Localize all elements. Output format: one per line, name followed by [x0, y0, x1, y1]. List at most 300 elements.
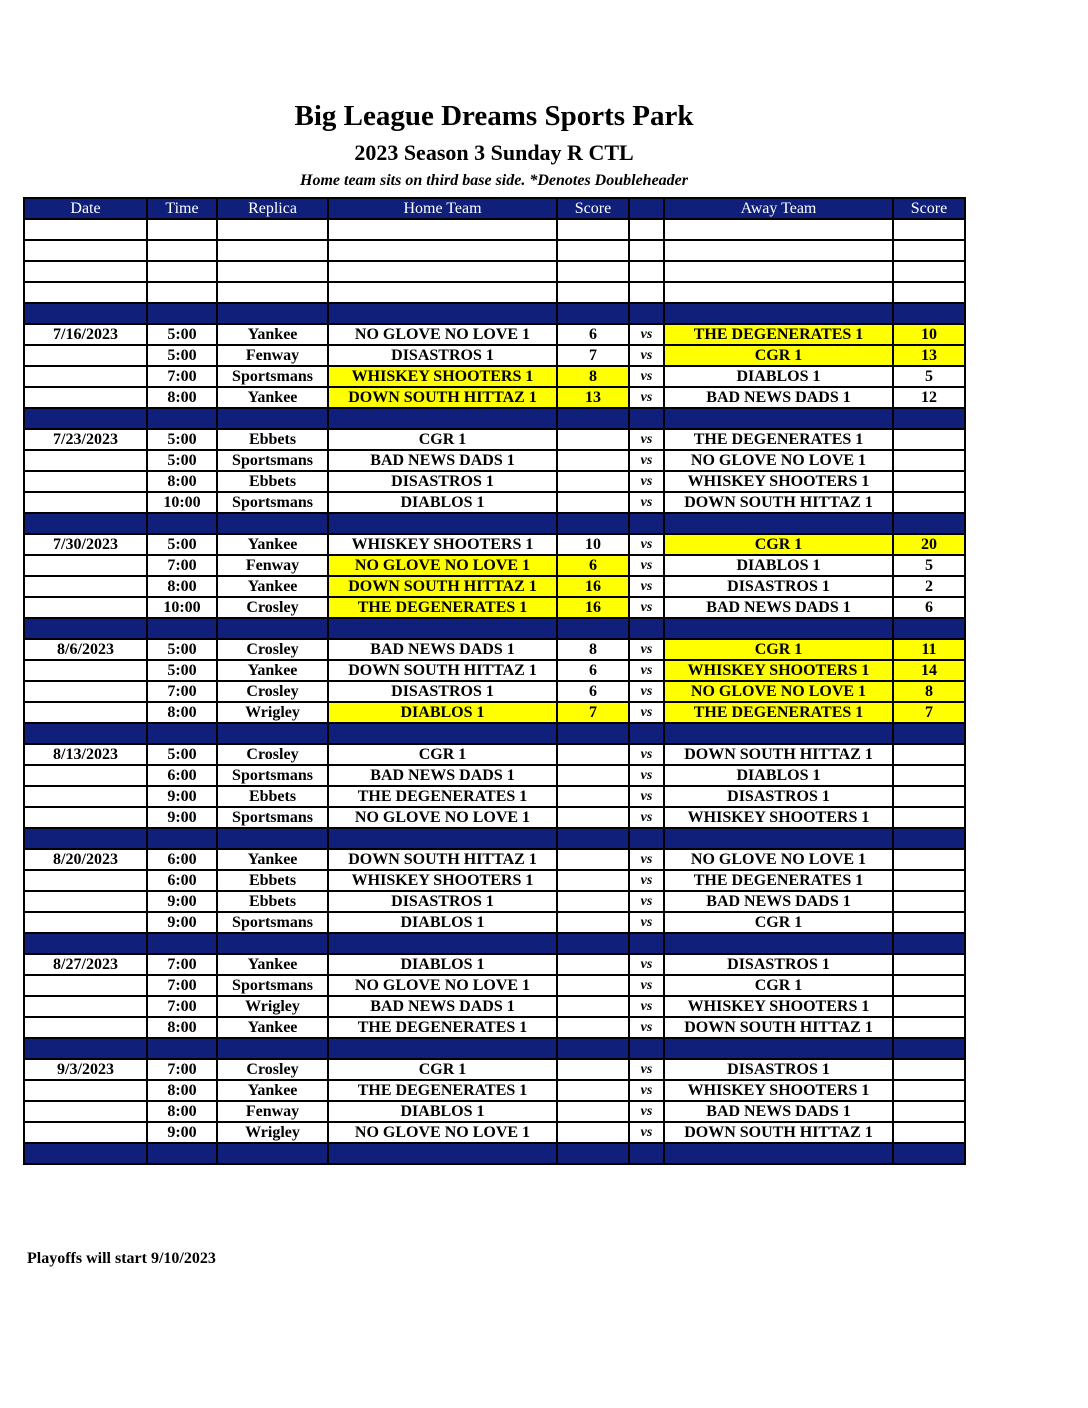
game-row — [24, 1059, 965, 1080]
separator-cell — [664, 618, 893, 639]
game-row — [24, 954, 965, 975]
game-time: 7:00 — [147, 555, 217, 576]
game-date: 8/13/2023 — [24, 744, 147, 765]
game-field: Crosley — [217, 1059, 328, 1080]
vs-label: vs — [629, 681, 664, 702]
game-field: Yankee — [217, 534, 328, 555]
away-team: BAD NEWS DADS 1 — [664, 387, 893, 408]
away-team: BAD NEWS DADS 1 — [664, 891, 893, 912]
separator-row — [24, 828, 965, 849]
separator-cell — [147, 1143, 217, 1164]
game-row — [24, 450, 965, 471]
home-score — [557, 1080, 629, 1101]
empty-cell — [629, 282, 664, 303]
separator-cell — [557, 1038, 629, 1059]
separator-cell — [328, 513, 557, 534]
away-score — [893, 1080, 965, 1101]
empty-cell — [893, 261, 965, 282]
empty-cell — [147, 240, 217, 261]
separator-cell — [328, 723, 557, 744]
separator-cell — [217, 1143, 328, 1164]
empty-cell — [24, 450, 147, 471]
separator-cell — [629, 828, 664, 849]
empty-cell — [24, 240, 147, 261]
away-team: DOWN SOUTH HITTAZ 1 — [664, 1122, 893, 1143]
game-field: Fenway — [217, 1101, 328, 1122]
home-team: DOWN SOUTH HITTAZ 1 — [328, 660, 557, 681]
game-row — [24, 576, 965, 597]
away-team: WHISKEY SHOOTERS 1 — [664, 660, 893, 681]
empty-cell — [328, 219, 557, 240]
empty-cell — [217, 240, 328, 261]
game-row — [24, 471, 965, 492]
away-score — [893, 765, 965, 786]
game-row — [24, 324, 965, 345]
separator-cell — [557, 933, 629, 954]
home-score: 7 — [557, 345, 629, 366]
empty-cell — [664, 261, 893, 282]
game-time: 9:00 — [147, 891, 217, 912]
empty-cell — [24, 492, 147, 513]
col-time: Time — [147, 198, 217, 219]
empty-cell — [629, 261, 664, 282]
vs-label: vs — [629, 765, 664, 786]
game-time: 10:00 — [147, 597, 217, 618]
separator-row — [24, 513, 965, 534]
away-score — [893, 870, 965, 891]
away-score — [893, 429, 965, 450]
separator-cell — [147, 828, 217, 849]
home-team: NO GLOVE NO LOVE 1 — [328, 975, 557, 996]
away-score: 13 — [893, 345, 965, 366]
away-score: 14 — [893, 660, 965, 681]
game-row — [24, 975, 965, 996]
game-time: 5:00 — [147, 639, 217, 660]
home-team: DISASTROS 1 — [328, 891, 557, 912]
home-score — [557, 912, 629, 933]
home-score — [557, 1059, 629, 1080]
away-team: WHISKEY SHOOTERS 1 — [664, 807, 893, 828]
empty-cell — [24, 912, 147, 933]
vs-label: vs — [629, 912, 664, 933]
game-time: 9:00 — [147, 786, 217, 807]
away-score — [893, 912, 965, 933]
home-team: WHISKEY SHOOTERS 1 — [328, 366, 557, 387]
game-field: Wrigley — [217, 996, 328, 1017]
away-score: 12 — [893, 387, 965, 408]
vs-label: vs — [629, 1017, 664, 1038]
separator-cell — [557, 723, 629, 744]
game-row — [24, 849, 965, 870]
empty-cell — [893, 240, 965, 261]
away-score — [893, 1059, 965, 1080]
empty-cell — [24, 471, 147, 492]
separator-cell — [629, 1038, 664, 1059]
separator-cell — [147, 408, 217, 429]
home-team: THE DEGENERATES 1 — [328, 597, 557, 618]
game-time: 6:00 — [147, 849, 217, 870]
game-date: 7/23/2023 — [24, 429, 147, 450]
separator-cell — [893, 408, 965, 429]
home-team: BAD NEWS DADS 1 — [328, 639, 557, 660]
game-time: 9:00 — [147, 1122, 217, 1143]
col-date: Date — [24, 198, 147, 219]
home-team: THE DEGENERATES 1 — [328, 1017, 557, 1038]
game-field: Sportsmans — [217, 765, 328, 786]
separator-cell — [147, 303, 217, 324]
away-score — [893, 1101, 965, 1122]
away-team: THE DEGENERATES 1 — [664, 702, 893, 723]
game-field: Crosley — [217, 597, 328, 618]
separator-cell — [147, 618, 217, 639]
game-time: 5:00 — [147, 345, 217, 366]
separator-row — [24, 408, 965, 429]
empty-cell — [217, 219, 328, 240]
game-time: 8:00 — [147, 702, 217, 723]
home-score — [557, 765, 629, 786]
away-team: CGR 1 — [664, 975, 893, 996]
game-row — [24, 891, 965, 912]
game-time: 10:00 — [147, 492, 217, 513]
home-score — [557, 1122, 629, 1143]
home-score: 10 — [557, 534, 629, 555]
home-team: BAD NEWS DADS 1 — [328, 450, 557, 471]
separator-cell — [664, 513, 893, 534]
game-field: Ebbets — [217, 471, 328, 492]
separator-cell — [217, 303, 328, 324]
vs-label: vs — [629, 954, 664, 975]
home-score — [557, 975, 629, 996]
away-score — [893, 786, 965, 807]
separator-cell — [217, 828, 328, 849]
vs-label: vs — [629, 996, 664, 1017]
separator-cell — [217, 1038, 328, 1059]
away-score — [893, 849, 965, 870]
game-row — [24, 702, 965, 723]
empty-cell — [24, 366, 147, 387]
away-team: DISASTROS 1 — [664, 786, 893, 807]
footer-note: Playoffs will start 9/10/2023 — [27, 1250, 216, 1267]
home-score — [557, 744, 629, 765]
separator-cell — [328, 828, 557, 849]
game-date: 7/16/2023 — [24, 324, 147, 345]
game-time: 5:00 — [147, 429, 217, 450]
game-time: 8:00 — [147, 1017, 217, 1038]
col-away-team: Away Team — [664, 198, 893, 219]
vs-label: vs — [629, 366, 664, 387]
separator-cell — [664, 1038, 893, 1059]
separator-cell — [664, 933, 893, 954]
home-score: 8 — [557, 639, 629, 660]
away-team: CGR 1 — [664, 345, 893, 366]
empty-cell — [557, 240, 629, 261]
schedule-body — [24, 219, 965, 1164]
empty-cell — [629, 219, 664, 240]
separator-cell — [664, 303, 893, 324]
separator-cell — [893, 828, 965, 849]
game-field: Fenway — [217, 345, 328, 366]
vs-label: vs — [629, 1059, 664, 1080]
empty-cell — [217, 282, 328, 303]
vs-label: vs — [629, 1101, 664, 1122]
separator-cell — [664, 723, 893, 744]
separator-cell — [893, 513, 965, 534]
game-field: Yankee — [217, 1080, 328, 1101]
empty-cell — [24, 1122, 147, 1143]
away-score — [893, 1122, 965, 1143]
home-team: NO GLOVE NO LOVE 1 — [328, 1122, 557, 1143]
header-row — [24, 198, 965, 219]
away-team: WHISKEY SHOOTERS 1 — [664, 996, 893, 1017]
game-time: 5:00 — [147, 450, 217, 471]
home-team: DISASTROS 1 — [328, 471, 557, 492]
game-row — [24, 1101, 965, 1122]
separator-cell — [24, 1038, 147, 1059]
separator-cell — [893, 1143, 965, 1164]
empty-cell — [893, 282, 965, 303]
separator-cell — [629, 408, 664, 429]
away-team: NO GLOVE NO LOVE 1 — [664, 681, 893, 702]
game-date: 8/20/2023 — [24, 849, 147, 870]
game-field: Yankee — [217, 954, 328, 975]
empty-cell — [557, 261, 629, 282]
home-team: DIABLOS 1 — [328, 1101, 557, 1122]
separator-cell — [664, 408, 893, 429]
separator-cell — [217, 618, 328, 639]
empty-cell — [893, 219, 965, 240]
away-score — [893, 450, 965, 471]
vs-label: vs — [629, 786, 664, 807]
away-team: THE DEGENERATES 1 — [664, 870, 893, 891]
away-score — [893, 1017, 965, 1038]
separator-cell — [328, 933, 557, 954]
game-row — [24, 555, 965, 576]
separator-cell — [629, 933, 664, 954]
vs-label: vs — [629, 555, 664, 576]
game-time: 5:00 — [147, 660, 217, 681]
empty-cell — [24, 219, 147, 240]
game-field: Crosley — [217, 744, 328, 765]
home-score — [557, 1017, 629, 1038]
empty-cell — [328, 282, 557, 303]
separator-cell — [629, 513, 664, 534]
away-score — [893, 996, 965, 1017]
game-row — [24, 765, 965, 786]
game-field: Yankee — [217, 849, 328, 870]
game-field: Ebbets — [217, 429, 328, 450]
home-team: DIABLOS 1 — [328, 954, 557, 975]
empty-cell — [24, 261, 147, 282]
away-score — [893, 744, 965, 765]
game-time: 7:00 — [147, 1059, 217, 1080]
vs-label: vs — [629, 450, 664, 471]
empty-cell — [664, 219, 893, 240]
game-row — [24, 492, 965, 513]
home-team: CGR 1 — [328, 429, 557, 450]
separator-cell — [24, 723, 147, 744]
vs-label: vs — [629, 576, 664, 597]
game-field: Crosley — [217, 681, 328, 702]
home-score — [557, 471, 629, 492]
away-score — [893, 807, 965, 828]
game-time: 6:00 — [147, 765, 217, 786]
away-team: BAD NEWS DADS 1 — [664, 1101, 893, 1122]
separator-cell — [217, 933, 328, 954]
home-score: 13 — [557, 387, 629, 408]
empty-cell — [664, 282, 893, 303]
game-date: 8/27/2023 — [24, 954, 147, 975]
empty-cell — [24, 1080, 147, 1101]
away-team: NO GLOVE NO LOVE 1 — [664, 849, 893, 870]
separator-cell — [629, 1143, 664, 1164]
vs-label: vs — [629, 387, 664, 408]
home-score: 16 — [557, 597, 629, 618]
separator-cell — [557, 303, 629, 324]
vs-label: vs — [629, 1080, 664, 1101]
separator-cell — [328, 408, 557, 429]
separator-row — [24, 618, 965, 639]
away-score: 5 — [893, 366, 965, 387]
game-row — [24, 345, 965, 366]
away-team: DOWN SOUTH HITTAZ 1 — [664, 1017, 893, 1038]
away-team: CGR 1 — [664, 639, 893, 660]
game-row — [24, 660, 965, 681]
separator-cell — [24, 1143, 147, 1164]
home-team: DOWN SOUTH HITTAZ 1 — [328, 576, 557, 597]
separator-row — [24, 303, 965, 324]
vs-label: vs — [629, 660, 664, 681]
game-field: Ebbets — [217, 891, 328, 912]
empty-cell — [24, 282, 147, 303]
game-row — [24, 870, 965, 891]
empty-cell — [24, 681, 147, 702]
vs-label: vs — [629, 849, 664, 870]
away-score: 8 — [893, 681, 965, 702]
blank-row — [24, 261, 965, 282]
blank-row — [24, 240, 965, 261]
home-score — [557, 492, 629, 513]
away-team: DIABLOS 1 — [664, 555, 893, 576]
home-team: BAD NEWS DADS 1 — [328, 765, 557, 786]
game-field: Sportsmans — [217, 975, 328, 996]
vs-label: vs — [629, 975, 664, 996]
empty-cell — [24, 765, 147, 786]
separator-cell — [24, 513, 147, 534]
vs-label: vs — [629, 744, 664, 765]
game-row — [24, 639, 965, 660]
home-score: 6 — [557, 681, 629, 702]
game-field: Crosley — [217, 639, 328, 660]
game-field: Wrigley — [217, 1122, 328, 1143]
away-team: DOWN SOUTH HITTAZ 1 — [664, 492, 893, 513]
game-time: 8:00 — [147, 576, 217, 597]
empty-cell — [24, 387, 147, 408]
game-field: Ebbets — [217, 870, 328, 891]
home-team: DISASTROS 1 — [328, 345, 557, 366]
away-score — [893, 975, 965, 996]
home-team: THE DEGENERATES 1 — [328, 1080, 557, 1101]
home-score: 16 — [557, 576, 629, 597]
empty-cell — [24, 807, 147, 828]
empty-cell — [328, 261, 557, 282]
empty-cell — [328, 240, 557, 261]
separator-cell — [147, 723, 217, 744]
empty-cell — [24, 870, 147, 891]
away-score: 6 — [893, 597, 965, 618]
away-score: 11 — [893, 639, 965, 660]
separator-cell — [629, 618, 664, 639]
vs-label: vs — [629, 597, 664, 618]
home-score: 6 — [557, 555, 629, 576]
empty-cell — [557, 219, 629, 240]
home-score: 8 — [557, 366, 629, 387]
home-team: CGR 1 — [328, 1059, 557, 1080]
separator-cell — [557, 828, 629, 849]
game-field: Sportsmans — [217, 912, 328, 933]
home-team: THE DEGENERATES 1 — [328, 786, 557, 807]
game-row — [24, 387, 965, 408]
vs-label: vs — [629, 807, 664, 828]
empty-cell — [217, 261, 328, 282]
home-score — [557, 1101, 629, 1122]
separator-row — [24, 723, 965, 744]
away-score: 10 — [893, 324, 965, 345]
away-team: DISASTROS 1 — [664, 954, 893, 975]
separator-cell — [893, 933, 965, 954]
game-field: Yankee — [217, 1017, 328, 1038]
separator-cell — [328, 303, 557, 324]
away-score — [893, 471, 965, 492]
game-time: 8:00 — [147, 1080, 217, 1101]
home-team: WHISKEY SHOOTERS 1 — [328, 534, 557, 555]
away-team: WHISKEY SHOOTERS 1 — [664, 1080, 893, 1101]
separator-cell — [893, 1038, 965, 1059]
empty-cell — [24, 597, 147, 618]
empty-cell — [24, 1101, 147, 1122]
vs-label: vs — [629, 471, 664, 492]
game-time: 7:00 — [147, 366, 217, 387]
separator-cell — [557, 408, 629, 429]
separator-cell — [217, 513, 328, 534]
separator-cell — [893, 618, 965, 639]
game-date: 9/3/2023 — [24, 1059, 147, 1080]
vs-label: vs — [629, 639, 664, 660]
game-field: Sportsmans — [217, 450, 328, 471]
away-team: DIABLOS 1 — [664, 765, 893, 786]
separator-cell — [24, 933, 147, 954]
away-score — [893, 492, 965, 513]
game-row — [24, 786, 965, 807]
game-field: Yankee — [217, 324, 328, 345]
home-score — [557, 870, 629, 891]
home-score — [557, 954, 629, 975]
game-row — [24, 534, 965, 555]
game-row — [24, 1080, 965, 1101]
col-replica: Replica — [217, 198, 328, 219]
separator-cell — [147, 1038, 217, 1059]
game-field: Sportsmans — [217, 366, 328, 387]
game-date: 7/30/2023 — [24, 534, 147, 555]
away-score: 5 — [893, 555, 965, 576]
separator-cell — [557, 513, 629, 534]
home-score — [557, 450, 629, 471]
home-team: DISASTROS 1 — [328, 681, 557, 702]
col-vs — [629, 198, 664, 219]
game-field: Ebbets — [217, 786, 328, 807]
header-note: Home team sits on third base side. *Denotes Doubleheader — [300, 172, 688, 189]
home-score — [557, 996, 629, 1017]
game-time: 7:00 — [147, 681, 217, 702]
